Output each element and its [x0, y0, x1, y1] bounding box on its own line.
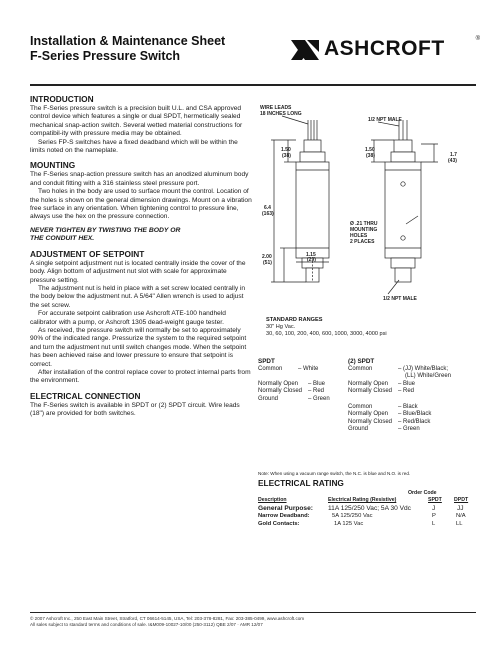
- electrical-rating: [258, 478, 476, 536]
- wire-leads-label: 18 INCHES LONG: [260, 111, 302, 117]
- rating-value: 1A 125 Vac: [334, 521, 364, 527]
- ranges-heading: STANDARD RANGES: [266, 317, 323, 323]
- page-header: [30, 34, 480, 80]
- mounting-paragraph: The F-Series snap-action pressure switch has an anodized aluminum body and conduit fitting with a 316 stainless steel pressure port.: [30, 171, 249, 187]
- dimension-label: (29): [307, 257, 316, 263]
- wire-leads-label: WIRE LEADS: [260, 105, 292, 111]
- dimension-label: 1.50: [365, 147, 375, 153]
- dimension-label: 1.15: [306, 252, 316, 258]
- setpoint-paragraph: As received, the pressure switch will normally be set to approximately 90% of the indicated range. Pressurize the system to the required setpoint and turn the adjustment nut until switch changes mode. When the setpoint has been achieved raise and lower pressure to ensure that setpoint is correct.: [30, 326, 247, 368]
- column-header: SPDT: [428, 497, 442, 503]
- rating-desc: Gold Contacts:: [258, 521, 300, 527]
- wire-row: Normally Closed – Red: [258, 388, 325, 395]
- wire-row: Normally Open – Blue: [348, 380, 416, 387]
- rating-value: 11A 125/250 Vac; 5A 30 Vdc: [328, 505, 411, 512]
- wire-row: [258, 373, 320, 381]
- logo-mark-icon: [288, 38, 322, 62]
- holes-label: HOLES: [350, 233, 368, 239]
- wire-row: Common – Black: [348, 403, 418, 410]
- column-header: Electrical Rating (Resistive): [328, 497, 397, 503]
- mounting-warning: [30, 227, 252, 244]
- dimension-drawing: [258, 98, 476, 310]
- left-column: [30, 94, 252, 419]
- dimension-label: (38): [366, 153, 375, 159]
- logo-registered: ®: [475, 36, 480, 42]
- setpoint-paragraph: After installation of the control replace cover to protect internal parts from the environment.: [30, 368, 251, 385]
- spdt-heading: SPDT: [258, 358, 275, 365]
- wire-row: Normally Closed – Red: [348, 388, 415, 395]
- wire-row: Ground – Green: [258, 395, 330, 402]
- dimension-label: (51): [263, 260, 272, 266]
- rating-value: 5A 125/250 Vac: [332, 513, 373, 519]
- setpoint-paragraph: A single setpoint adjustment nut is located centrally inside the cover of the body. Align bottom of adjustment nut slot with scale for approximate pressure setting.: [30, 259, 246, 284]
- npt-bottom-label: 1/2 NPT MALE: [383, 296, 417, 302]
- column-header: Description: [258, 497, 287, 503]
- rating-table: [258, 490, 476, 536]
- wire-row: Common – White: [258, 365, 319, 372]
- warning-line: NEVER TIGHTEN BY TWISTING THE BODY OR: [30, 226, 181, 234]
- order-code-label: Order Code: [408, 490, 437, 496]
- dimension-label: (38): [282, 153, 291, 159]
- rating-code-spdt: L: [432, 521, 436, 527]
- rating-desc: Narrow Deadband:: [258, 513, 310, 519]
- dual-spdt-column: [348, 358, 476, 434]
- introduction-paragraph: Series FP-S switches have a fixed deadband which will be within the limits noted on the nameplate.: [30, 138, 238, 155]
- wire-row: (LL) White/Green: [405, 373, 452, 380]
- sheet-title: Installation & Maintenance Sheet: [30, 34, 226, 48]
- holes-label: MOUNTING: [350, 227, 378, 233]
- ranges-line: 30" Hg Vac.: [266, 324, 296, 330]
- sheet-subtitle: F-Series Pressure Switch: [30, 49, 181, 63]
- ranges-line: 30, 60, 100, 200, 400, 600, 1000, 3000, 4000 psi: [266, 331, 387, 337]
- ashcroft-logo: [288, 36, 480, 62]
- mounting-heading: MOUNTING: [30, 160, 76, 171]
- setpoint-heading: ADJUSTMENT OF SETPOINT: [30, 248, 145, 259]
- dimension-label: 1.50: [281, 147, 291, 153]
- rating-code-dpdt: N/A: [456, 513, 466, 519]
- dimension-label: (43): [448, 158, 457, 164]
- wiring-note: Note: When using a vacuum range switch, the N.C. is blue and N.O. is red.: [258, 471, 411, 476]
- footer-rule: [30, 612, 476, 613]
- dimension-label: 6.4: [264, 205, 271, 211]
- connection-paragraph: The F-Series switch is available in SPDT or (2) SPDT circuit. Wire leads (18") are provided for both switches.: [30, 401, 240, 418]
- warning-line: THE CONDUIT HEX.: [30, 235, 95, 243]
- wire-row: Normally Open – Blue/Black: [348, 411, 432, 418]
- rating-desc: General Purpose:: [258, 505, 313, 512]
- wire-row: Normally Open – Blue: [258, 380, 326, 387]
- footer-line: © 2007 Ashcroft Inc., 250 East Main Street, Stratford, CT 06614-5145, USA, Tel: 203-378-8281, Fax: 203-385-0499, www.ashcroft.com: [30, 616, 305, 621]
- introduction-paragraph: The F-Series pressure switch is a precision built U.L. and CSA approved control device which features a single or dual SPDT, hermetically sealed mechanical snap-action switch. Several wetted material constructions for compatibil-ity with pressure media may be obtained.: [30, 105, 243, 138]
- dimension-label: 1.7: [450, 152, 457, 158]
- standard-ranges: [258, 317, 476, 338]
- mounting-paragraph: Two holes in the body are used to surface mount the control. Location of the holes is shown on the general dimension drawings. Mount on a vibration free surface in any orientation. When tightening control to pressure line, always use the hex on the pressure connection.: [30, 188, 252, 221]
- rating-code-spdt: P: [432, 513, 436, 519]
- rating-heading: ELECTRICAL RATING: [258, 478, 344, 488]
- dimension-drawing-svg: [258, 98, 476, 310]
- holes-label: 2 PLACES: [350, 239, 375, 245]
- wire-row: Normally Closed – Red/Black: [348, 418, 431, 425]
- dual-spdt-heading: (2) SPDT: [348, 358, 375, 365]
- column-header: DPDT: [454, 497, 469, 503]
- rating-code-spdt: J: [432, 505, 436, 512]
- page-footer: [30, 616, 476, 628]
- connection-heading: ELECTRICAL CONNECTION: [30, 390, 141, 401]
- spdt-column: [258, 358, 330, 404]
- npt-top-label: 1/2 NPT MALE: [368, 117, 402, 123]
- wire-row: [348, 396, 476, 404]
- rating-code-dpdt: LL: [456, 521, 463, 527]
- introduction-heading: INTRODUCTION: [30, 94, 94, 104]
- rating-code-dpdt: JJ: [457, 505, 464, 512]
- dimension-label: (163): [262, 211, 274, 217]
- setpoint-paragraph: For accurate setpoint calibration use Ashcroft ATE-100 handheld calibrator with a pump, or Ashcroft 1305 dead-weight gauge tester.: [30, 310, 226, 326]
- holes-label: Ø .21 THRU: [350, 221, 378, 227]
- dimension-label: 2.00: [262, 254, 272, 260]
- setpoint-paragraph: The adjustment nut is held in place with a set screw located centrally in the body below the adjustment nut. A 5/64" Allen wrench is used to adjust the set screw.: [30, 284, 246, 309]
- wire-row: Common – (JJ) White/Black;: [348, 365, 449, 372]
- wire-row: Ground – Green: [348, 426, 420, 433]
- header-rule: [30, 84, 476, 86]
- footer-line: All sales subject to standard terms and conditions of sale. I&M009-10027-10/00 (250-3112) QBE 2/07 · AMR 12/07: [30, 621, 263, 627]
- logo-text: ASHCROFT: [324, 37, 445, 60]
